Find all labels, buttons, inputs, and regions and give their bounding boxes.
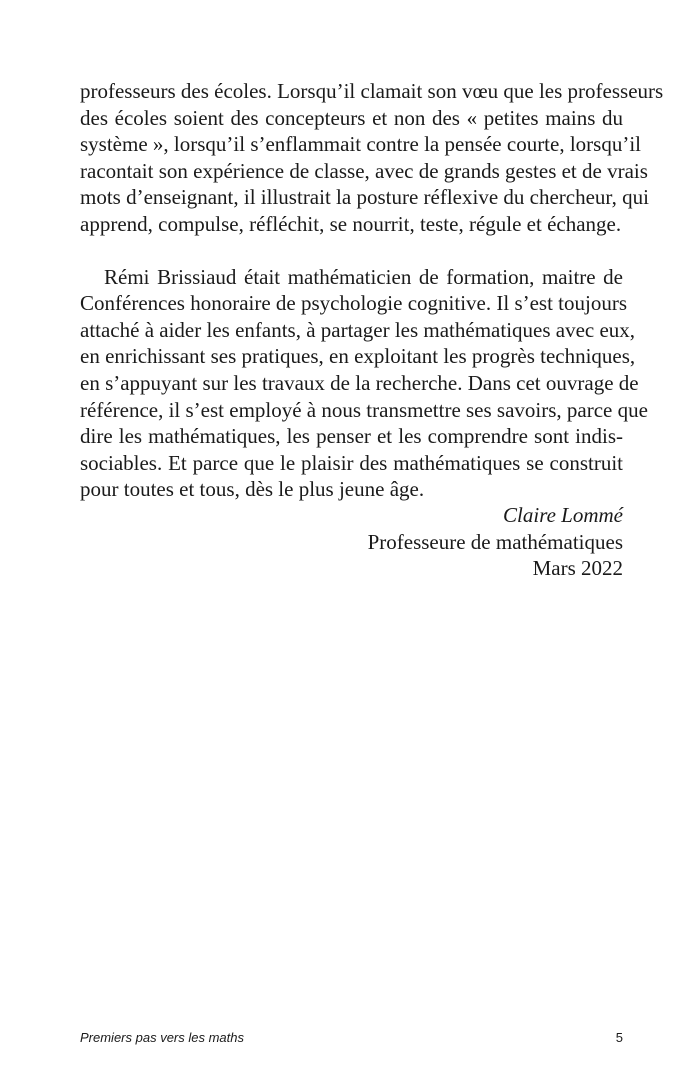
- text-line: système », lorsqu’il s’enflammait contre la pensée courte, lorsqu’il: [80, 132, 642, 157]
- text-line: dire les mathématiques, les penser et les comprendre sont indis-: [80, 424, 623, 449]
- text-line: Rémi Brissiaud était mathématicien de formation, maitre de: [104, 264, 623, 289]
- running-footer-title: Premiers pas vers les maths: [80, 1030, 244, 1045]
- body-text: [80, 78, 664, 503]
- text-line: des écoles soient des concepteurs et non des « petites mains du: [80, 105, 623, 130]
- text-line: racontait son expérience de classe, avec de grands gestes et de vrais: [80, 158, 648, 183]
- signature-block: [368, 502, 623, 582]
- paragraph-2: [80, 264, 648, 503]
- author-role: Professeure de mathématiques: [367, 529, 623, 554]
- text-line: attaché à aider les enfants, à partager les mathématiques avec eux,: [80, 317, 636, 342]
- paragraph-gap: [80, 238, 623, 264]
- text-line: en enrichissant ses pratiques, en exploitant les progrès techniques,: [80, 344, 636, 369]
- page-number: 5: [615, 1030, 623, 1045]
- text-line: en s’appuyant sur les travaux de la recherche. Dans cet ouvrage de: [80, 370, 639, 395]
- text-line: pour toutes et tous, dès le plus jeune âge.: [80, 477, 425, 502]
- paragraph-1: [80, 78, 664, 238]
- text-line: Conférences honoraire de psychologie cognitive. Il s’est toujours: [80, 291, 628, 316]
- text-line: mots d’enseignant, il illustrait la posture réflexive du chercheur, qui: [80, 185, 649, 210]
- signature-date: Mars 2022: [532, 556, 623, 581]
- text-line: référence, il s’est employé à nous transmettre ses savoirs, parce que: [80, 397, 648, 422]
- text-line: sociables. Et parce que le plaisir des mathématiques se construit: [80, 450, 623, 475]
- author-name: Claire Lommé: [503, 503, 623, 527]
- text-line: professeurs des écoles. Lorsqu’il clamait son vœu que les professeurs: [80, 79, 664, 103]
- text-line: apprend, compulse, réfléchit, se nourrit, teste, régule et échange.: [80, 211, 622, 236]
